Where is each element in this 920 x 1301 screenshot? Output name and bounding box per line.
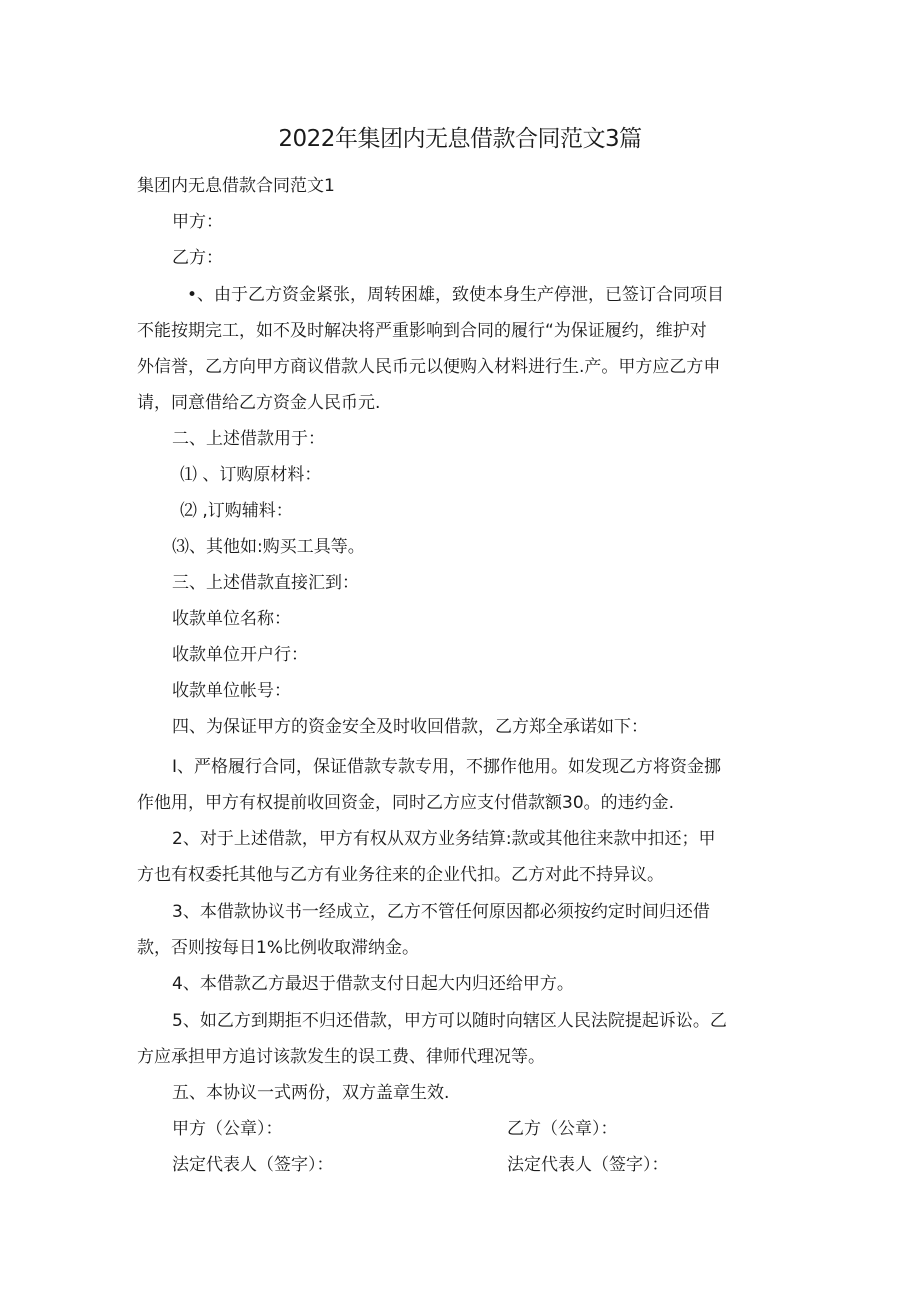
party-b-label: 乙方：	[172, 248, 223, 268]
clause1-line3: 外信誉，乙方向甲方商议借款人民币元以便购入材料进行生.产。甲方应乙方申	[137, 357, 721, 377]
clause4-2-line1: 2、对于上述借款，甲方有权从双方业务结算:款或其他往来款中扣还；甲	[172, 829, 716, 849]
clause4-4: 4、本借款乙方最迟于借款支付日起大内归还给甲方。	[172, 974, 574, 994]
clause4-5-line1: 5、如乙方到期拒不归还借款，甲方可以随时向辖区人民法院提起诉讼。乙	[172, 1011, 727, 1031]
party-b-seal-label: 乙方（公章）：	[507, 1119, 618, 1139]
party-b-rep-label: 法定代表人（签字）：	[507, 1155, 669, 1175]
payee-bank-label: 收款单位开户行：	[172, 645, 308, 665]
payee-account-label: 收款单位帐号：	[172, 681, 291, 701]
party-a-label: 甲方：	[172, 212, 223, 232]
clause1-line1: •、由于乙方资金紧张，周转困雄，致使本身生产停泄，已签订合同项目	[187, 285, 725, 305]
clause4-1-line1: I、严格履行合同，保证借款专款专用，不挪作他用。如发现乙方将资金挪	[172, 757, 722, 777]
clause4-5-line2: 方应承担甲方追讨该款发生的误工费、律师代理况等。	[137, 1047, 545, 1067]
payee-name-label: 收款单位名称：	[172, 609, 291, 629]
clause4-2-line2: 方也有权委托其他与乙方有业务往来的企业代扣。乙方对此不持异议。	[137, 865, 664, 885]
clause4-3-line1: 3、本借款协议书一经成立，乙方不管任何原因都必须按约定时间归还借	[172, 902, 710, 922]
clause4-1-line2: 作他用，甲方有权提前收回资金，同时乙方应支付借款额30。的违约金.	[137, 793, 675, 813]
clause4-3-line2: 款，否则按每日1%比例收取滞纳金。	[137, 938, 419, 958]
party-a-rep-label: 法定代表人（签字）：	[172, 1155, 334, 1175]
clause2-item1: ⑴ 、订购原材料：	[180, 465, 322, 485]
document-subtitle: 集团内无息借款合同范文1	[137, 176, 335, 196]
clause2-item2: ⑵ ,订购辅料：	[180, 501, 293, 521]
party-a-seal-label: 甲方（公章）：	[172, 1119, 283, 1139]
clause5: 五、本协议一式两份，双方盖章生效.	[172, 1083, 450, 1103]
clause3-title: 三、上述借款直接汇到：	[172, 573, 359, 593]
clause4-title: 四、为保证甲方的资金安全及时收回借款，乙方郑全承诺如下：	[172, 717, 648, 737]
clause1-line4: 请，同意借给乙方资金人民币元.	[137, 393, 381, 413]
clause1-line2: 不能按期完工，如不及时解决将严重影响到合同的履行“为保证履约，维护对	[137, 321, 707, 341]
document-title: 2022年集团内无息借款合同范文3篇	[278, 126, 642, 152]
clause2-title: 二、上述借款用于：	[172, 429, 325, 449]
clause2-item3: ⑶、其他如:购买工具等。	[172, 537, 365, 557]
